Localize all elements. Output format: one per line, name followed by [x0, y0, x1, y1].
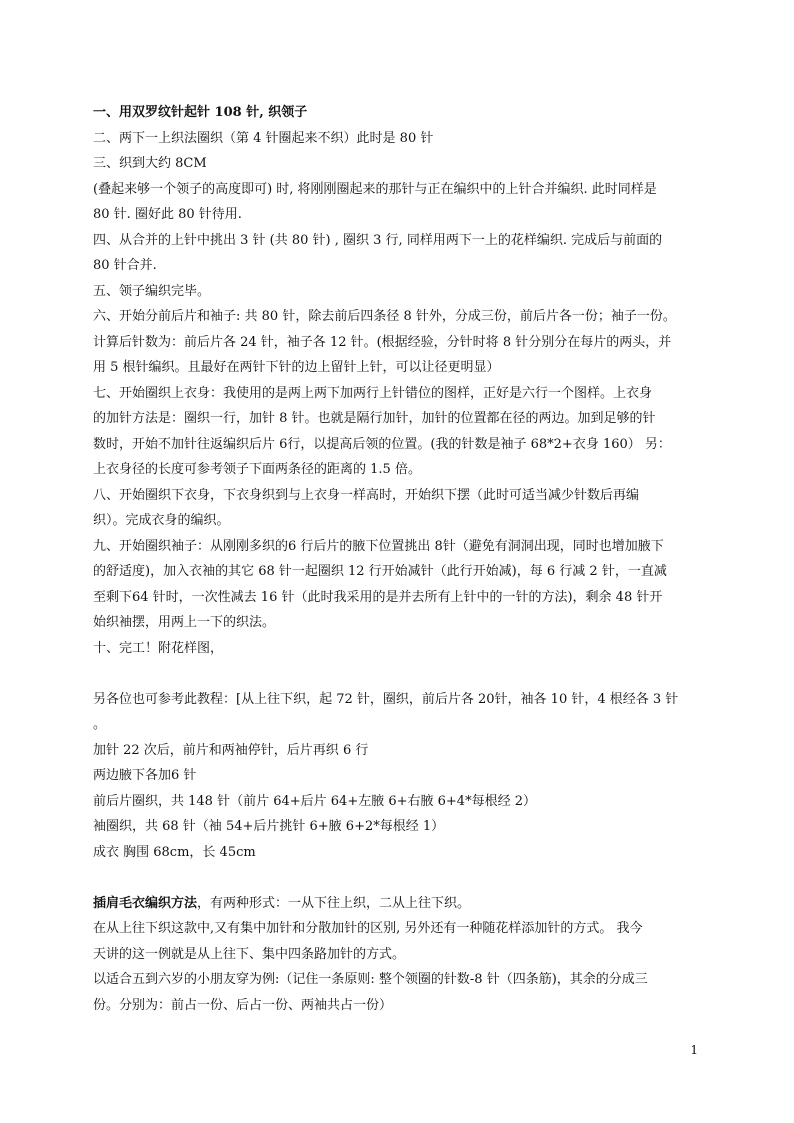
- text-line: 织）。完成衣身的编织。: [93, 513, 230, 528]
- text-line: 80 针合并.: [93, 258, 157, 273]
- text-line: 袖圈织，共 68 针（袖 54+后片挑针 6+腋 6+2*每根经 1）: [93, 819, 445, 834]
- blank-line: [93, 661, 705, 687]
- raglan-heading: 插肩毛衣编织方法: [93, 895, 198, 911]
- text-line: 的加针方法是：圈织一行，加针 8 针。也就是隔行加针，加针的位置都在径的两边。加到足够的针: [93, 411, 656, 426]
- text-line: 80 针. 圈好此 80 针待用.: [93, 207, 242, 222]
- text-line: 二、两下一上织法圈织（第 4 针圈起来不织）此时是 80 针: [93, 130, 434, 146]
- text-line: 六、开始分前后片和袖子: 共 80 针，除去前后四条径 8 针外，分成三份，前后片各一份；袖子一份。: [93, 309, 676, 324]
- text-line: 五、领子编织完毕。: [93, 283, 211, 299]
- text-line: 前后片圈织，共 148 针（前片 64+后片 64+左腋 6+右腋 6+4*每根经 2）: [93, 793, 536, 809]
- text-line: 数时，开始不加针往返编织后片 6行，以提高后领的位置。(我的针数是袖子 68*2+衣身 160） 另：: [93, 436, 671, 452]
- document-body: [93, 100, 705, 1018]
- section-raglan-method: [93, 916, 705, 1018]
- raglan-heading-line: [93, 891, 705, 917]
- text-line: (叠起来够一个领子的高度即可) 时, 将刚刚圈起来的那针与正在编织中的上针合并编织. 此时同样是: [93, 181, 657, 197]
- text-line: 九、开始圈织袖子：从刚刚多织的6 行后片的腋下位置挑出 8针（避免有洞洞出现，同时也增加腋下: [93, 538, 664, 554]
- text-line: 一、用双罗纹针起针 108 针, 织领子: [93, 105, 308, 120]
- text-line: 份。分别为：前占一份、后占一份、两袖共占一份）: [93, 997, 393, 1013]
- text-line: 用 5 根针编织。且最好在两针下针的边上留针上针，可以让径更明显）: [93, 360, 500, 375]
- text-line: 成衣 胸围 68cm，长 45cm: [93, 844, 256, 860]
- text-line: 三、织到大约 8CM: [93, 156, 207, 171]
- text-line: 七、开始圈织上衣身：我使用的是两上两下加两行上针错位的图样，正好是六行一个图样。上衣身: [93, 385, 653, 401]
- text-line: 两边腋下各加6 针: [93, 768, 197, 783]
- text-line: 始织袖摆，用两上一下的织法。: [93, 615, 276, 630]
- text-line: 十、完工！附花样图，: [93, 640, 224, 656]
- section-alternative-tutorial: [93, 687, 705, 866]
- text-line: 以适合五到六岁的小朋友穿为例:（记住一条原则: 整个领圈的针数-8 针（四条筋)，其余的分成三: [93, 972, 648, 987]
- blank-line: [93, 865, 705, 891]
- text-line: 的舒适度)，加入衣袖的其它 68 针一起圈织 12 行开始减针（此行开始减)，每 6 行减 2 针，一直减: [93, 564, 667, 579]
- text-line: 至剩下64 针时，一次性减去 16 针（此时我采用的是并去所有上针中的一针的方法)，剩余 48 针开: [93, 589, 663, 605]
- text-line: 八、开始圈织下衣身，下衣身织到与上衣身一样高时，开始织下摆（此时可适当减少针数后再编: [93, 487, 640, 503]
- text-line: 四、从合并的上针中挑出 3 针 (共 80 针) , 圈织 3 行, 同样用两下一上的花样编织. 完成后与前面的: [93, 232, 663, 248]
- text-line: 计算后针数为：前后片各 24 针，袖子各 12 针。(根据经验，分针时将 8 针分别分在每片的两头，并: [93, 334, 672, 350]
- text-line: 在从上往下织这款中,又有集中加针和分散加针的区别, 另外还有一种随花样添加针的方式。 我今: [93, 921, 643, 936]
- text-line: 天讲的这一例就是从上往下、集中四条路加针的方式。: [93, 946, 406, 962]
- text-line: 上衣身径的长度可参考领子下面两条径的距离的 1.5 倍。: [93, 462, 421, 477]
- text-line: 加针 22 次后，前片和两袖停针，后片再织 6 行: [93, 742, 369, 758]
- page-number: 1: [690, 1043, 698, 1057]
- section-collar-and-body: [93, 100, 705, 661]
- text-line: 另各位也可参考此教程：[从上往下织，起 72 针，圈织，前后片各 20针，袖各 10 针，4 根经各 3 针: [93, 691, 679, 707]
- text-line: 。: [93, 717, 107, 732]
- raglan-heading-rest: ，有两种形式：一从下往上织，二从上往下织。: [197, 895, 471, 911]
